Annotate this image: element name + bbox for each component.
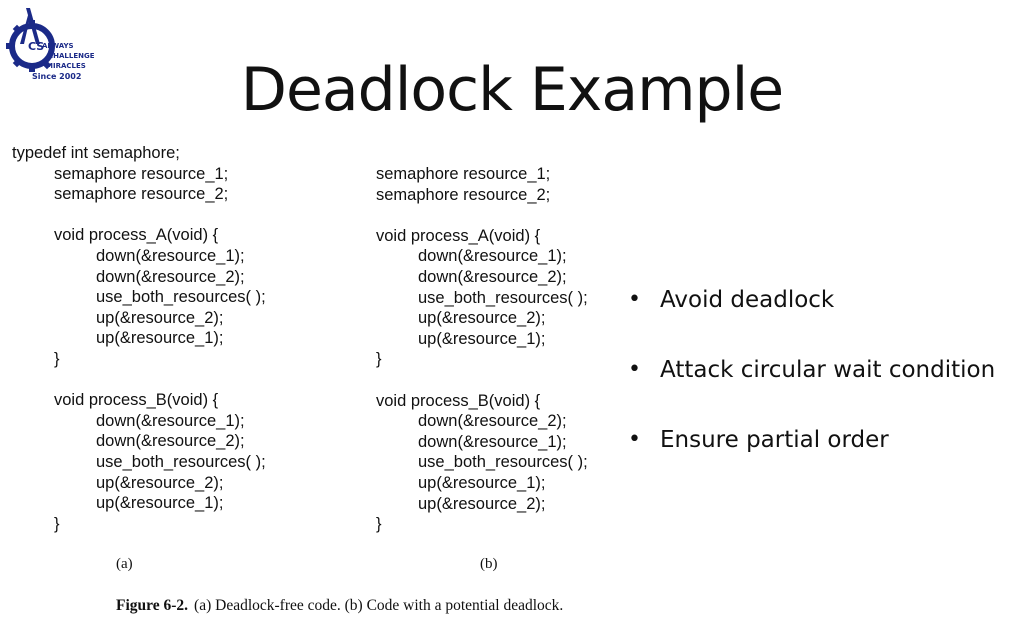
- code-line: up(&resource_1);: [96, 494, 224, 513]
- code-line: use_both_resources( );: [418, 453, 588, 472]
- code-line: [12, 205, 266, 226]
- label-a: (a): [116, 556, 133, 572]
- code-line: up(&resource_1);: [96, 329, 224, 348]
- code-line: up(&resource_1);: [418, 329, 546, 348]
- code-line: down(&resource_2);: [418, 267, 567, 286]
- code-listing-b: [376, 164, 588, 535]
- code-line: void process_B(void) {: [376, 391, 541, 410]
- logo-line-1: ALWAYS: [42, 42, 74, 50]
- bullet-text: Avoid deadlock: [660, 287, 835, 313]
- logo-line-3: MIRACLES: [46, 62, 86, 70]
- code-line: down(&resource_1);: [418, 247, 567, 266]
- code-line: down(&resource_2);: [418, 412, 567, 431]
- code-line: }: [376, 350, 382, 369]
- code-line: use_both_resources( );: [418, 288, 588, 307]
- code-line: void process_A(void) {: [376, 226, 541, 245]
- code-line: }: [54, 349, 60, 368]
- figure-number: Figure 6-2.: [116, 597, 189, 614]
- bullet-item: [628, 352, 995, 422]
- figure-caption: [116, 597, 563, 615]
- bullet-item: [628, 422, 995, 492]
- code-line: up(&resource_2);: [418, 494, 546, 513]
- slide-title: Deadlock Example: [240, 55, 784, 125]
- bullet-dot-icon: •: [628, 357, 641, 382]
- bullet-text: Ensure partial order: [660, 427, 889, 453]
- code-line: semaphore resource_2;: [54, 185, 229, 204]
- code-line: typedef int semaphore;: [12, 144, 180, 162]
- label-b: (b): [480, 556, 498, 572]
- bullet-dot-icon: •: [628, 427, 641, 452]
- logo-line-4: Since 2002: [32, 72, 82, 81]
- code-line: semaphore resource_1;: [54, 164, 229, 183]
- figure-caption-text: (a) Deadlock-free code. (b) Code with a potential deadlock.: [194, 597, 564, 614]
- code-line: down(&resource_1);: [418, 432, 567, 451]
- code-line: semaphore resource_1;: [376, 165, 551, 183]
- code-line: up(&resource_1);: [418, 473, 546, 492]
- bullet-item: [628, 282, 995, 352]
- bullet-dot-icon: •: [628, 287, 641, 312]
- code-line: down(&resource_1);: [96, 246, 245, 265]
- code-line: void process_A(void) {: [54, 226, 219, 245]
- code-line: up(&resource_2);: [418, 309, 546, 328]
- logo-line-2: CHALLENGE: [48, 52, 95, 60]
- logo-letters: CS: [28, 40, 45, 53]
- code-line: }: [376, 515, 382, 534]
- code-line: [376, 370, 588, 391]
- code-line: [376, 205, 588, 226]
- code-line: down(&resource_2);: [96, 267, 245, 286]
- code-line: [12, 370, 266, 391]
- code-line: semaphore resource_2;: [376, 185, 551, 204]
- code-line: up(&resource_2);: [96, 308, 224, 327]
- bullet-text: Attack circular wait condition: [660, 357, 996, 383]
- code-line: down(&resource_2);: [96, 432, 245, 451]
- bullet-list: [628, 282, 995, 492]
- code-line: }: [54, 514, 60, 533]
- code-line: down(&resource_1);: [96, 411, 245, 430]
- code-line: use_both_resources( );: [96, 288, 266, 307]
- code-line: void process_B(void) {: [54, 391, 219, 410]
- code-line: use_both_resources( );: [96, 452, 266, 471]
- code-line: up(&resource_2);: [96, 473, 224, 492]
- code-listing-a: [12, 143, 266, 534]
